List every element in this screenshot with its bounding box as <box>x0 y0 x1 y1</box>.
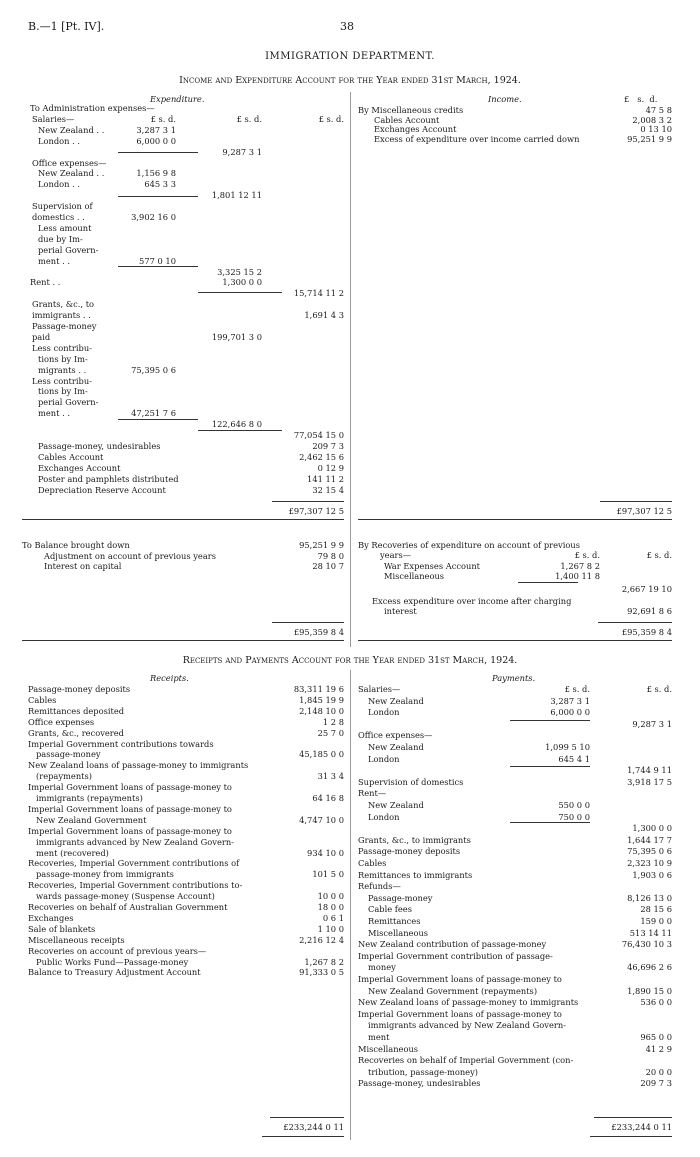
payment-label: Cables <box>358 858 387 868</box>
expenditure-label: tions by Im- <box>38 353 88 364</box>
payment-col1: 6,000 0 0 <box>550 707 590 718</box>
receipt-amount: 64 16 8 <box>312 793 344 803</box>
expenditure-label: Exchanges Account <box>38 462 121 473</box>
department-title: IMMIGRATION DEPARTMENT. <box>265 51 435 62</box>
expenditure-col2: 3,325 15 2 <box>217 266 262 277</box>
balance-right-label: War Expenses Account <box>384 561 481 571</box>
pay-total-rule <box>594 1117 672 1118</box>
balance-right-col1: £ s. d. <box>574 550 600 560</box>
expenditure-label: Supervision of <box>32 201 93 212</box>
payment-label: London <box>368 707 400 718</box>
income-label: Cables Account <box>374 114 440 125</box>
receipt-label: Grants, &c., recovered <box>28 727 124 738</box>
balance-right-total: £95,359 8 4 <box>621 627 672 637</box>
payment-col2: 75,395 0 6 <box>627 846 672 857</box>
expenditure-col2: £ s. d. <box>236 113 262 124</box>
expenditure-label: ment . . <box>38 408 71 419</box>
payment-label: Office expenses— <box>358 730 433 741</box>
subtotal-rule <box>118 419 198 420</box>
receipt-label: Public Works Fund—Passage-money <box>36 956 189 967</box>
payment-label: New Zealand loans of passage-money to immigrants <box>358 997 579 1008</box>
balance-right-col2: 2,667 19 10 <box>621 584 672 594</box>
receipt-amount: 4,747 10 0 <box>299 814 344 825</box>
payment-col2: 159 0 0 <box>640 916 672 926</box>
balance-right-label: Excess expenditure over income after charging <box>372 596 572 606</box>
receipt-amount: 10 0 0 <box>317 891 344 902</box>
expenditure-label: Poster and pamphlets distributed <box>38 473 179 484</box>
income-money-header: £ s. d. <box>624 94 658 104</box>
receipt-label: Imperial Government loans of passage-money to <box>28 825 232 836</box>
payment-col2: 8,126 13 0 <box>627 892 672 903</box>
payment-col1: 750 0 0 <box>558 811 590 822</box>
payment-label: Imperial Government loans of passage-money to <box>358 974 562 984</box>
expenditure-total: £97,307 12 5 <box>288 506 344 516</box>
balance-left-label: Interest on capital <box>44 561 122 571</box>
payment-label: New Zealand <box>368 742 424 752</box>
receipt-label: New Zealand Government <box>36 814 147 825</box>
payment-label: London <box>368 811 400 822</box>
expenditure-col1: 1,156 9 8 <box>136 168 176 179</box>
receipt-label: Remittances deposited <box>28 705 125 716</box>
payment-col2: 513 14 11 <box>629 927 672 938</box>
balance-right-col2: £ s. d. <box>646 550 672 560</box>
income-total: £97,307 12 5 <box>616 506 672 516</box>
payment-label: Remittances to immigrants <box>358 869 473 880</box>
receipt-amount: 1,845 19 9 <box>299 694 344 705</box>
expenditure-label: tions by Im- <box>38 386 88 397</box>
pay-end-rule <box>590 1136 672 1137</box>
expenditure-label: Less amount <box>38 222 92 233</box>
expenditure-col3: 1,691 4 3 <box>304 310 344 321</box>
expenditure-col3: 209 7 3 <box>312 440 344 451</box>
inc-total-rule <box>600 501 672 502</box>
receipt-label: Recoveries on behalf of Australian Government <box>28 902 228 912</box>
balance-left-total: £95,359 8 4 <box>293 627 344 637</box>
payment-label: New Zealand Government (repayments) <box>368 985 538 996</box>
income-amount: 47 5 8 <box>645 105 672 115</box>
expenditure-col3: 15,714 11 2 <box>293 288 344 299</box>
payment-label: Passage-money, undesirables <box>358 1078 481 1089</box>
receipt-amount: 31 3 4 <box>317 771 344 782</box>
receipt-label: Cables <box>28 694 57 705</box>
expenditure-label: Less contribu- <box>32 375 92 386</box>
payment-label: Miscellaneous <box>368 927 429 938</box>
subtotal-rule <box>198 292 282 293</box>
expenditure-col2: 1,801 12 11 <box>211 190 262 201</box>
balance-right-label: Miscellaneous <box>384 571 445 581</box>
receipt-amount: 101 5 0 <box>312 869 344 880</box>
balance-left-amount: 79 8 0 <box>317 550 344 561</box>
page-reference: B.—1 [Pt. IV]. <box>28 20 105 33</box>
expenditure-label: Salaries— <box>32 113 75 124</box>
payment-label: New Zealand contribution of passage-money <box>358 939 547 950</box>
receipt-amount: 1 2 8 <box>322 716 344 727</box>
payment-col2: £ s. d. <box>646 684 672 694</box>
payment-label: tribution, passage-money) <box>368 1066 478 1077</box>
expenditure-col1: £ s. d. <box>150 113 176 124</box>
expenditure-label: Depreciation Reserve Account <box>38 484 166 495</box>
expenditure-label: domestics . . <box>32 212 85 222</box>
payment-label: London <box>368 753 400 764</box>
payment-col2: 1,644 17 7 <box>627 834 672 845</box>
receipt-label: Imperial Government loans of passage-money to <box>28 782 232 793</box>
expenditure-col1: 75,395 0 6 <box>131 364 176 375</box>
receipt-label: Recoveries, Imperial Government contributions to- <box>28 880 243 891</box>
payment-col1: £ s. d. <box>564 684 590 694</box>
expenditure-col2: 9,287 3 1 <box>222 146 262 157</box>
expenditure-label: To Administration expenses— <box>30 103 155 113</box>
subtotal-rule <box>118 196 198 197</box>
receipt-amount: 91,333 0 5 <box>299 967 344 978</box>
payment-label: Passage-money <box>368 892 433 903</box>
balance-right-label: interest <box>384 606 417 616</box>
expenditure-label: New Zealand . . <box>38 168 105 179</box>
payment-label: Imperial Government loans of passage-money to <box>358 1008 562 1019</box>
expenditure-label: due by Im- <box>38 233 83 244</box>
payment-label: Grants, &c., to immigrants <box>358 834 471 845</box>
payment-col2: 965 0 0 <box>640 1032 672 1042</box>
receipt-label: Passage-money deposits <box>28 684 131 694</box>
receipt-amount: 1 10 0 <box>317 923 344 934</box>
payment-col1: 1,099 5 10 <box>545 742 590 752</box>
balance-right-label: years— <box>380 550 412 560</box>
page-number: 38 <box>340 20 354 33</box>
receipts-heading: Receipts. <box>150 673 189 683</box>
balance-left-label: To Balance brought down <box>22 540 130 550</box>
receipt-label: Office expenses <box>28 716 95 727</box>
balance-left-amount: 28 10 7 <box>312 561 344 571</box>
receipt-label: Imperial Government loans of passage-money to <box>28 803 232 814</box>
receipt-amount: 2,148 10 0 <box>299 705 344 716</box>
expenditure-label: London . . <box>38 135 81 146</box>
expenditure-label: ment . . <box>38 255 71 266</box>
subtotal-rule <box>118 152 198 153</box>
payment-col2: 536 0 0 <box>640 997 672 1008</box>
receipts-payments-title: Receipts and Payments Account for the Year ended 31st March, 1924. <box>182 655 518 666</box>
receipts-total: £233,244 0 11 <box>283 1122 344 1132</box>
payment-label: Cable fees <box>368 904 412 915</box>
subtotal-rule <box>198 430 282 431</box>
payment-col2: 1,903 0 6 <box>632 869 672 880</box>
payment-label: ment <box>368 1032 390 1042</box>
subtotal-rule <box>510 720 590 721</box>
expenditure-col3: 77,054 15 0 <box>293 430 344 440</box>
income-label: Excess of expenditure over income carried down <box>374 133 580 144</box>
payment-col2: 2,323 10 9 <box>627 858 672 868</box>
expenditure-col2: 199,701 3 0 <box>211 331 262 342</box>
balance-right-col1: 1,267 8 2 <box>560 561 600 571</box>
expenditure-label: paid <box>32 331 51 342</box>
payment-col2: 76,430 10 3 <box>621 939 672 950</box>
expenditure-label: perial Govern- <box>38 397 99 408</box>
receipt-amount: 45,185 0 0 <box>299 749 344 760</box>
payment-col2: 28 15 6 <box>640 904 672 915</box>
payment-label: Remittances <box>368 916 421 926</box>
receipt-label: wards passage-money (Suspense Account) <box>36 891 215 902</box>
income-expenditure-title: Income and Expenditure Account for the Year ended 31st March, 1924. <box>179 75 521 86</box>
receipt-label: Miscellaneous receipts <box>28 934 125 945</box>
receipt-label: passage-money <box>36 749 101 760</box>
receipt-label: Exchanges <box>28 912 74 923</box>
expenditure-col3: 0 12 9 <box>317 462 344 473</box>
income-label: By Miscellaneous credits <box>358 105 464 115</box>
bal-right-end-rule <box>358 640 672 641</box>
exp-section-rule <box>22 519 344 520</box>
bal-right-rule <box>598 622 672 623</box>
payment-col2: 20 0 0 <box>645 1066 672 1077</box>
payment-label: Imperial Government contribution of passage- <box>358 950 553 961</box>
payment-label: Supervision of domestics <box>358 776 464 787</box>
income-amount: 2,008 3 2 <box>632 114 672 125</box>
subtotal-rule <box>510 766 590 767</box>
expenditure-label: Less contribu- <box>32 342 92 353</box>
payment-col1: 645 4 1 <box>558 753 590 764</box>
expenditure-label: Rent . . <box>30 277 61 288</box>
payment-col2: 46,696 2 6 <box>627 962 672 973</box>
expenditure-label: immigrants . . <box>32 310 91 321</box>
expenditure-col3: 2,462 15 6 <box>299 451 344 462</box>
subtotal-rule <box>118 266 198 267</box>
receipt-label: ment (recovered) <box>36 847 109 858</box>
expenditure-col3: 32 15 4 <box>312 484 344 495</box>
receipt-label: Recoveries on account of previous years— <box>28 945 207 956</box>
payment-col2: 209 7 3 <box>640 1078 672 1089</box>
expenditure-label: London . . <box>38 179 81 190</box>
payment-col1: 550 0 0 <box>558 800 590 810</box>
expenditure-label: Cables Account <box>38 451 104 462</box>
payment-label: money <box>368 962 396 973</box>
payment-col2: 9,287 3 1 <box>632 718 672 729</box>
receipt-label: Balance to Treasury Adjustment Account <box>28 967 201 978</box>
payment-label: immigrants advanced by New Zealand Govern- <box>368 1020 566 1031</box>
payment-col2: 41 2 9 <box>645 1043 672 1054</box>
receipt-amount: 18 0 0 <box>317 902 344 912</box>
receipt-label: immigrants (repayments) <box>36 793 143 803</box>
expenditure-col3: 141 11 2 <box>307 473 344 484</box>
expenditure-label: New Zealand . . <box>38 124 105 135</box>
bal-left-end-rule <box>22 640 344 641</box>
receipt-amount: 25 7 0 <box>317 727 344 738</box>
balance-right-col2: 92,691 8 6 <box>627 606 672 616</box>
expenditure-col1: 47,251 7 6 <box>131 408 176 419</box>
income-amount: 0 13 10 <box>640 124 672 134</box>
receipt-label: immigrants advanced by New Zealand Govern- <box>36 836 234 847</box>
receipt-label: Sale of blankets <box>28 923 96 934</box>
payments-total: £233,244 0 11 <box>611 1122 672 1132</box>
payment-label: Miscellaneous <box>358 1043 419 1054</box>
column-divider <box>350 92 351 647</box>
expenditure-col2: 122,646 8 0 <box>211 419 262 430</box>
receipt-amount: 934 10 0 <box>307 847 344 858</box>
payment-label: Rent— <box>358 788 387 799</box>
receipt-label: (repayments) <box>36 771 93 782</box>
income-heading: Income. <box>488 94 522 104</box>
payment-col2: 3,918 17 5 <box>627 776 672 787</box>
receipt-label: passage-money from immigrants <box>36 869 174 880</box>
expenditure-col1: 3,902 16 0 <box>131 212 176 222</box>
exp-total-rule <box>272 501 344 502</box>
receipt-label: Imperial Government contributions towards <box>28 738 214 749</box>
payment-label: Recoveries on behalf of Imperial Government (con- <box>358 1055 574 1066</box>
receipt-amount: 0 6 1 <box>322 912 344 923</box>
expenditure-col1: 3,287 3 1 <box>136 124 176 135</box>
payment-col2: 1,890 15 0 <box>627 985 672 996</box>
expenditure-col3: £ s. d. <box>318 113 344 124</box>
receipt-label: Recoveries, Imperial Government contributions of <box>28 858 240 869</box>
receipt-amount: 1,267 8 2 <box>304 956 344 967</box>
balance-right-label: By Recoveries of expenditure on account of previous <box>358 540 580 550</box>
rec-end-rule <box>262 1136 344 1137</box>
expenditure-label: Passage-money, undesirables <box>38 440 161 451</box>
expenditure-label: migrants . . <box>38 364 87 375</box>
subtotal-rule <box>510 822 590 823</box>
payment-label: Refunds— <box>358 881 401 892</box>
payment-col2: 1,300 0 0 <box>632 823 672 834</box>
balance-left-label: Adjustment on account of previous years <box>44 550 217 561</box>
payment-label: Passage-money deposits <box>358 846 461 857</box>
payment-col2: 1,744 9 11 <box>627 765 672 776</box>
expenditure-label: perial Govern- <box>38 244 99 255</box>
income-amount: 95,251 9 9 <box>627 133 672 144</box>
inc-section-rule <box>358 519 672 520</box>
expenditure-col1: 577 0 10 <box>139 255 176 266</box>
payment-col1: 3,287 3 1 <box>550 695 590 706</box>
balance-right-col1: 1,400 11 8 <box>555 571 600 581</box>
subtotal-rule <box>518 582 578 583</box>
payment-label: New Zealand <box>368 800 424 810</box>
payments-heading: Payments. <box>492 673 536 683</box>
payment-label: Salaries— <box>358 684 401 694</box>
income-label: Exchanges Account <box>374 124 457 134</box>
expenditure-col1: 645 3 3 <box>144 179 176 190</box>
payment-label: New Zealand <box>368 695 424 706</box>
expenditure-label: Office expenses— <box>32 157 107 168</box>
receipt-amount: 2,216 12 4 <box>299 934 344 945</box>
bal-left-rule <box>272 622 344 623</box>
expenditure-col2: 1,300 0 0 <box>222 277 262 288</box>
expenditure-label: Grants, &c., to <box>32 299 95 310</box>
expenditure-col1: 6,000 0 0 <box>136 135 176 146</box>
balance-left-amount: 95,251 9 9 <box>299 540 344 550</box>
receipt-amount: 83,311 19 6 <box>293 684 344 694</box>
expenditure-heading: Expenditure. <box>150 94 205 104</box>
column-divider-2 <box>350 670 351 1140</box>
receipt-label: New Zealand loans of passage-money to immigrants <box>28 760 249 771</box>
expenditure-label: Passage-money <box>32 321 97 331</box>
rec-total-rule <box>270 1117 344 1118</box>
